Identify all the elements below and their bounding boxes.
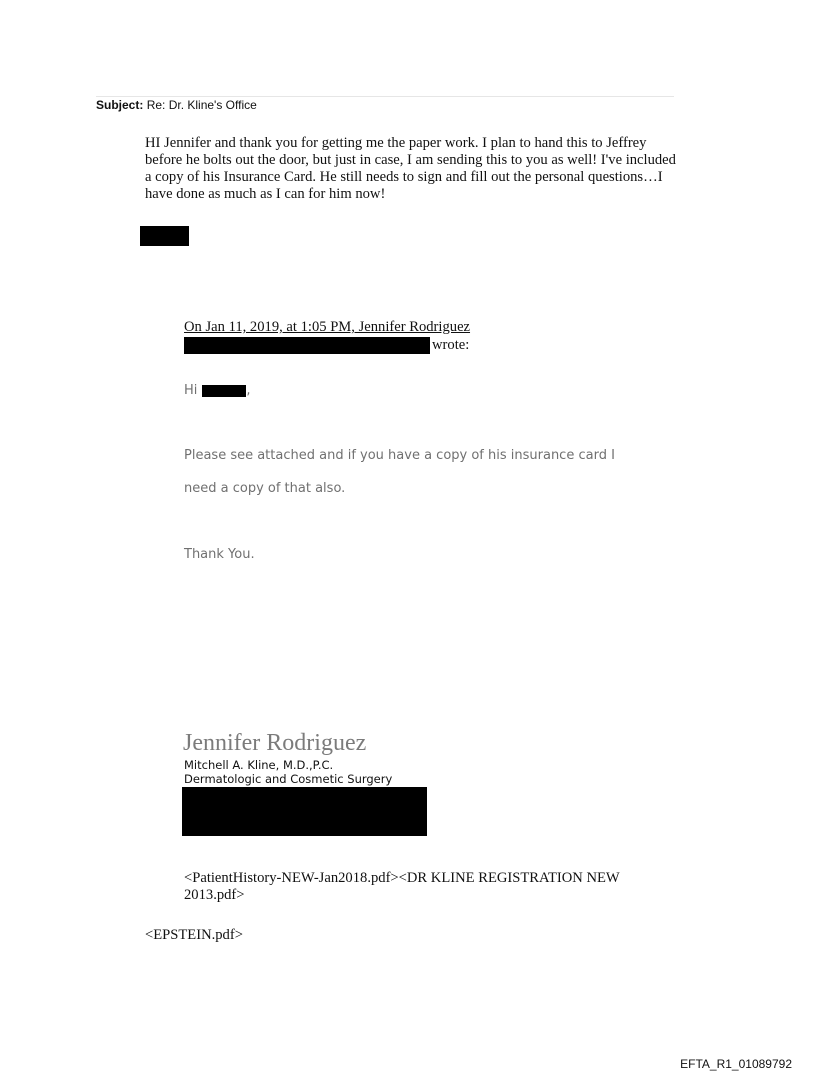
quoted-paragraph-2: need a copy of that also. [184,481,346,496]
quoted-header [184,319,604,354]
quoted-header-wrote: wrote: [432,336,470,353]
quoted-header-line2 [184,336,604,354]
email-address-redaction [184,337,430,354]
subject-label: Subject: [96,98,144,112]
greeting-punct: , [246,383,251,398]
quoted-attachments: <PatientHistory-NEW-Jan2018.pdf><DR KLINE REGISTRATION NEW 2013.pdf> [184,870,620,903]
subject-line [96,98,257,112]
quoted-closing: Thank You. [184,547,255,562]
subject-value: Re: Dr. Kline's Office [146,98,257,112]
name-redaction [202,385,246,397]
quoted-header-line1: On Jan 11, 2019, at 1:05 PM, Jennifer Rodriguez [184,319,471,335]
signature-name: Jennifer Rodriguez [183,730,367,756]
quoted-greeting [184,383,251,398]
message-body: HI Jennifer and thank you for getting me the paper work. I plan to hand this to Jeffrey before he bolts out the door, but just in case, I am sending this to you as well! I've included a copy of his Insurance Card. He still needs to sign and fill out the personal questions…I have done as much as I can for him now! [145,135,676,202]
quoted-paragraph-1: Please see attached and if you have a copy of his insurance card I [184,448,615,463]
bates-number: EFTA_R1_01089792 [680,1057,792,1071]
signature-contact-redaction [182,787,427,836]
greeting-text: Hi [184,383,198,398]
signature-practice: Mitchell A. Kline, M.D.,P.C. [184,758,334,772]
outer-attachment: <EPSTEIN.pdf> [145,927,243,943]
sender-signature-redaction [140,226,189,246]
signature-specialty: Dermatologic and Cosmetic Surgery [184,772,393,786]
header-divider [96,96,674,97]
